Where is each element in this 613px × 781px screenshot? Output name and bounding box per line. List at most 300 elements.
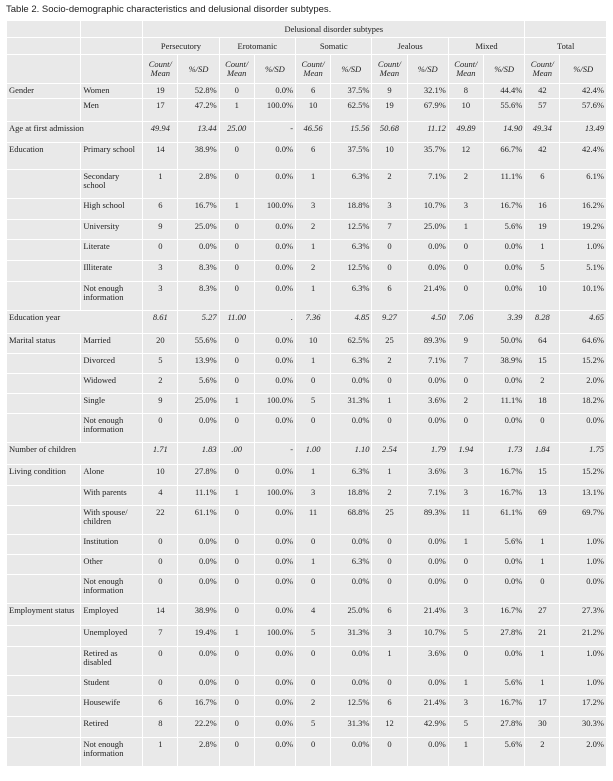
table-row <box>7 555 607 575</box>
percent-cell: 31.3% <box>331 717 372 738</box>
count-cell: 25.00 <box>219 122 254 143</box>
percent-cell: 7.1% <box>407 170 448 199</box>
pct-sd-header: %/SD <box>178 55 219 84</box>
percent-cell: 0.0% <box>254 604 295 626</box>
row-subcategory: Retired as disabled <box>81 647 143 676</box>
row-category <box>7 261 81 282</box>
row-subcategory: Not enough information <box>81 282 143 311</box>
count-cell: 0 <box>372 575 407 604</box>
percent-cell: 0.0% <box>254 84 295 99</box>
row-category <box>7 647 81 676</box>
table-row <box>7 738 607 767</box>
count-cell: 2 <box>296 261 331 282</box>
count-cell: 1 <box>296 465 331 486</box>
count-cell: 9 <box>143 394 178 414</box>
percent-cell: 25.0% <box>178 394 219 414</box>
count-cell: 7.06 <box>448 311 483 334</box>
count-cell: 5 <box>525 261 560 282</box>
percent-cell: 32.1% <box>407 84 448 99</box>
count-cell: 25 <box>372 506 407 535</box>
subtype-header-persecutory: Persecutory <box>143 38 219 55</box>
count-cell: 3 <box>143 261 178 282</box>
percent-cell: 62.5% <box>331 99 372 122</box>
table-row <box>7 647 607 676</box>
table-row <box>7 626 607 647</box>
count-mean-header: Count/ Mean <box>372 55 407 84</box>
percent-cell: 0.0% <box>407 261 448 282</box>
percent-cell: 6.3% <box>331 240 372 261</box>
percent-cell: 27.3% <box>560 604 607 626</box>
row-subcategory: Unemployed <box>81 626 143 647</box>
percent-cell: 0.0% <box>407 535 448 555</box>
percent-cell: 0.0% <box>254 506 295 535</box>
count-cell: 0 <box>219 261 254 282</box>
count-cell: 2 <box>525 738 560 767</box>
header-row-units <box>7 55 607 84</box>
percent-cell: 6.3% <box>331 282 372 311</box>
count-cell: 19 <box>143 84 178 99</box>
pct-sd-header: %/SD <box>407 55 448 84</box>
percent-cell: 66.7% <box>483 143 524 170</box>
table-row <box>7 240 607 261</box>
header-row-subtypes <box>7 38 607 55</box>
pct-sd-header: %/SD <box>254 55 295 84</box>
row-subcategory: With spouse/ children <box>81 506 143 535</box>
percent-cell: 0.0% <box>483 374 524 394</box>
table-row <box>7 99 607 122</box>
percent-cell: 25.0% <box>178 220 219 240</box>
percent-cell: 0.0% <box>178 575 219 604</box>
count-cell: 0 <box>219 374 254 394</box>
count-cell: 10 <box>448 99 483 122</box>
row-category: Number of children <box>7 443 143 465</box>
count-cell: 1 <box>296 170 331 199</box>
count-cell: 0 <box>448 261 483 282</box>
percent-cell: 10.1% <box>560 282 607 311</box>
count-cell: 1 <box>525 647 560 676</box>
table-row <box>7 696 607 717</box>
count-cell: 0 <box>219 84 254 99</box>
row-category <box>7 394 81 414</box>
count-cell: 0 <box>296 738 331 767</box>
percent-cell: 16.7% <box>178 199 219 220</box>
count-cell: 0 <box>219 696 254 717</box>
count-cell: 3 <box>448 696 483 717</box>
percent-cell: 0.0% <box>483 282 524 311</box>
row-category <box>7 506 81 535</box>
row-subcategory: Not enough information <box>81 738 143 767</box>
count-cell: 0 <box>219 555 254 575</box>
percent-cell: 0.0% <box>254 555 295 575</box>
count-cell: 10 <box>296 99 331 122</box>
percent-cell: 16.7% <box>483 486 524 506</box>
count-cell: 0 <box>448 647 483 676</box>
count-cell: 0 <box>525 575 560 604</box>
count-cell: 0 <box>219 465 254 486</box>
percent-cell: 25.0% <box>407 220 448 240</box>
percent-cell: 1.73 <box>483 443 524 465</box>
percent-cell: 15.56 <box>331 122 372 143</box>
count-cell: 5 <box>296 717 331 738</box>
count-cell: 0 <box>219 647 254 676</box>
count-cell: 7.36 <box>296 311 331 334</box>
percent-cell: 0.0% <box>254 240 295 261</box>
table-row <box>7 334 607 354</box>
percent-cell: 50.0% <box>483 334 524 354</box>
count-cell: 1.94 <box>448 443 483 465</box>
count-mean-header: Count/ Mean <box>525 55 560 84</box>
row-category <box>7 696 81 717</box>
count-mean-header: Count/ Mean <box>296 55 331 84</box>
row-subcategory: Not enough information <box>81 414 143 443</box>
count-cell: 0 <box>372 240 407 261</box>
percent-cell: 38.9% <box>483 354 524 374</box>
percent-cell: 0.0% <box>254 696 295 717</box>
count-cell: 0 <box>296 575 331 604</box>
row-subcategory: Institution <box>81 535 143 555</box>
header-row-group <box>7 21 607 38</box>
count-cell: 2 <box>372 354 407 374</box>
percent-cell: 31.3% <box>331 394 372 414</box>
row-subcategory: Other <box>81 555 143 575</box>
percent-cell: 5.1% <box>560 261 607 282</box>
count-cell: 3 <box>296 486 331 506</box>
row-subcategory: Primary school <box>81 143 143 170</box>
row-category: Education year <box>7 311 143 334</box>
count-cell: 0 <box>219 354 254 374</box>
count-cell: 0 <box>143 676 178 696</box>
percent-cell: 3.6% <box>407 465 448 486</box>
count-cell: 0 <box>219 334 254 354</box>
count-cell: 1 <box>296 354 331 374</box>
percent-cell: 3.6% <box>407 394 448 414</box>
count-cell: 11.00 <box>219 311 254 334</box>
count-mean-header: Count/ Mean <box>448 55 483 84</box>
count-cell: 4 <box>143 486 178 506</box>
percent-cell: 1.0% <box>560 555 607 575</box>
count-cell: 15 <box>525 354 560 374</box>
row-subcategory: Illiterate <box>81 261 143 282</box>
percent-cell: 0.0% <box>254 374 295 394</box>
count-cell: 22 <box>143 506 178 535</box>
percent-cell: 4.65 <box>560 311 607 334</box>
count-cell: 64 <box>525 334 560 354</box>
percent-cell: 42.9% <box>407 717 448 738</box>
row-subcategory: With parents <box>81 486 143 506</box>
percent-cell: 0.0% <box>407 555 448 575</box>
count-cell: 1 <box>448 676 483 696</box>
row-category <box>7 374 81 394</box>
table-row <box>7 170 607 199</box>
row-category <box>7 220 81 240</box>
count-cell: 3 <box>372 199 407 220</box>
percent-cell: 0.0% <box>407 414 448 443</box>
count-cell: 1 <box>219 486 254 506</box>
table-caption: Table 2. Socio-demographic characteristics and delusional disorder subtypes. <box>6 4 332 15</box>
row-subcategory: Married <box>81 334 143 354</box>
count-cell: 46.56 <box>296 122 331 143</box>
count-cell: 1 <box>372 465 407 486</box>
count-cell: 2 <box>296 696 331 717</box>
percent-cell: 55.6% <box>178 334 219 354</box>
table-row <box>7 220 607 240</box>
percent-cell: 8.3% <box>178 282 219 311</box>
delusional-disorder-table <box>6 20 607 767</box>
row-category <box>7 717 81 738</box>
row-category: Gender <box>7 84 81 99</box>
percent-cell: 0.0% <box>254 717 295 738</box>
row-category <box>7 575 81 604</box>
percent-cell: 5.6% <box>178 374 219 394</box>
count-cell: 2 <box>372 170 407 199</box>
count-cell: 17 <box>525 696 560 717</box>
percent-cell: 42.4% <box>560 84 607 99</box>
count-cell: 10 <box>525 282 560 311</box>
table-row <box>7 143 607 170</box>
count-cell: 1.71 <box>143 443 178 465</box>
percent-cell: 27.8% <box>178 465 219 486</box>
percent-cell: 12.5% <box>331 261 372 282</box>
percent-cell: 61.1% <box>483 506 524 535</box>
count-cell: 2 <box>372 486 407 506</box>
percent-cell: 3.39 <box>483 311 524 334</box>
percent-cell: 69.7% <box>560 506 607 535</box>
count-cell: 5 <box>448 717 483 738</box>
percent-cell: 100.0% <box>254 486 295 506</box>
percent-cell: 0.0% <box>178 676 219 696</box>
count-cell: .00 <box>219 443 254 465</box>
count-cell: 11 <box>296 506 331 535</box>
row-category <box>7 535 81 555</box>
count-cell: 1 <box>219 99 254 122</box>
table-row <box>7 261 607 282</box>
percent-cell: 7.1% <box>407 486 448 506</box>
percent-cell: 16.2% <box>560 199 607 220</box>
count-cell: 5 <box>296 626 331 647</box>
percent-cell: 2.0% <box>560 374 607 394</box>
table-row <box>7 465 607 486</box>
count-cell: 0 <box>219 240 254 261</box>
count-cell: 0 <box>219 604 254 626</box>
count-cell: 6 <box>372 282 407 311</box>
count-cell: 50.68 <box>372 122 407 143</box>
table-row <box>7 354 607 374</box>
percent-cell: 16.7% <box>483 696 524 717</box>
count-cell: 30 <box>525 717 560 738</box>
row-category <box>7 170 81 199</box>
count-cell: 1 <box>372 647 407 676</box>
percent-cell: 6.3% <box>331 170 372 199</box>
count-cell: 3 <box>372 626 407 647</box>
count-cell: 11 <box>448 506 483 535</box>
percent-cell: 2.0% <box>560 738 607 767</box>
count-cell: 9 <box>372 84 407 99</box>
percent-cell: 0.0% <box>254 575 295 604</box>
percent-cell: 11.1% <box>483 394 524 414</box>
count-cell: 6 <box>525 170 560 199</box>
percent-cell: 18.8% <box>331 199 372 220</box>
percent-cell: 27.8% <box>483 717 524 738</box>
percent-cell: 30.3% <box>560 717 607 738</box>
percent-cell: 0.0% <box>254 334 295 354</box>
percent-cell: 37.5% <box>331 143 372 170</box>
count-cell: 0 <box>525 414 560 443</box>
percent-cell: 13.1% <box>560 486 607 506</box>
count-cell: 8 <box>448 84 483 99</box>
count-cell: 0 <box>296 374 331 394</box>
count-cell: 1 <box>219 199 254 220</box>
table-row <box>7 311 607 334</box>
percent-cell: 100.0% <box>254 394 295 414</box>
percent-cell: 35.7% <box>407 143 448 170</box>
row-category <box>7 240 81 261</box>
count-cell: 0 <box>143 555 178 575</box>
percent-cell: 0.0% <box>407 738 448 767</box>
percent-cell: 0.0% <box>254 220 295 240</box>
count-cell: 10 <box>372 143 407 170</box>
row-subcategory: Literate <box>81 240 143 261</box>
percent-cell: 5.6% <box>483 535 524 555</box>
count-cell: 1 <box>448 535 483 555</box>
percent-cell: - <box>254 443 295 465</box>
percent-cell: 0.0% <box>407 240 448 261</box>
percent-cell: 0.0% <box>483 575 524 604</box>
percent-cell: 11.1% <box>178 486 219 506</box>
percent-cell: 0.0% <box>254 465 295 486</box>
count-cell: 12 <box>372 717 407 738</box>
percent-cell: 0.0% <box>483 647 524 676</box>
count-cell: 0 <box>372 261 407 282</box>
percent-cell: 7.1% <box>407 354 448 374</box>
percent-cell: 1.0% <box>560 240 607 261</box>
table-row <box>7 282 607 311</box>
row-category <box>7 555 81 575</box>
percent-cell: 0.0% <box>178 414 219 443</box>
percent-cell: 62.5% <box>331 334 372 354</box>
percent-cell: 55.6% <box>483 99 524 122</box>
percent-cell: 1.10 <box>331 443 372 465</box>
count-cell: 1 <box>525 676 560 696</box>
count-cell: 5 <box>296 394 331 414</box>
percent-cell: 17.2% <box>560 696 607 717</box>
count-cell: 18 <box>525 394 560 414</box>
count-cell: 3 <box>448 604 483 626</box>
count-cell: 1 <box>525 535 560 555</box>
count-cell: 2 <box>448 170 483 199</box>
percent-cell: 10.7% <box>407 626 448 647</box>
percent-cell: 6.3% <box>331 354 372 374</box>
subtype-header-mixed: Mixed <box>448 38 524 55</box>
table-row <box>7 575 607 604</box>
percent-cell: 44.4% <box>483 84 524 99</box>
percent-cell: 10.7% <box>407 199 448 220</box>
count-cell: 0 <box>448 414 483 443</box>
count-cell: 0 <box>296 676 331 696</box>
percent-cell: 67.9% <box>407 99 448 122</box>
count-cell: 10 <box>143 465 178 486</box>
count-cell: 69 <box>525 506 560 535</box>
percent-cell: 4.85 <box>331 311 372 334</box>
count-cell: 0 <box>448 555 483 575</box>
count-cell: 1 <box>372 394 407 414</box>
count-cell: 16 <box>525 199 560 220</box>
percent-cell: 16.7% <box>483 199 524 220</box>
count-cell: 0 <box>219 282 254 311</box>
count-cell: 6 <box>296 84 331 99</box>
count-cell: 6 <box>296 143 331 170</box>
row-subcategory: Women <box>81 84 143 99</box>
pct-sd-header: %/SD <box>331 55 372 84</box>
row-category <box>7 676 81 696</box>
percent-cell: 100.0% <box>254 199 295 220</box>
percent-cell: 0.0% <box>483 414 524 443</box>
percent-cell: 27.8% <box>483 626 524 647</box>
count-cell: 42 <box>525 143 560 170</box>
count-cell: 12 <box>448 143 483 170</box>
row-subcategory: Employed <box>81 604 143 626</box>
row-subcategory: Alone <box>81 465 143 486</box>
percent-cell: 31.3% <box>331 626 372 647</box>
row-category <box>7 738 81 767</box>
count-cell: 1 <box>525 240 560 261</box>
count-cell: 0 <box>372 555 407 575</box>
percent-cell: - <box>254 122 295 143</box>
count-cell: 1.84 <box>525 443 560 465</box>
table-row <box>7 443 607 465</box>
percent-cell: 0.0% <box>178 647 219 676</box>
percent-cell: 100.0% <box>254 99 295 122</box>
count-mean-header: Count/ Mean <box>219 55 254 84</box>
percent-cell: 6.1% <box>560 170 607 199</box>
count-cell: 3 <box>296 199 331 220</box>
pct-sd-header: %/SD <box>560 55 607 84</box>
percent-cell: 0.0% <box>407 676 448 696</box>
percent-cell: 19.2% <box>560 220 607 240</box>
row-subcategory: Student <box>81 676 143 696</box>
count-cell: 5 <box>448 626 483 647</box>
count-cell: 1 <box>525 555 560 575</box>
count-cell: 0 <box>219 535 254 555</box>
table-row <box>7 676 607 696</box>
row-subcategory: Secondary school <box>81 170 143 199</box>
count-cell: 14 <box>143 143 178 170</box>
count-cell: 8.28 <box>525 311 560 334</box>
count-cell: 0 <box>219 738 254 767</box>
row-category <box>7 414 81 443</box>
row-category: Marital status <box>7 334 81 354</box>
percent-cell: 1.79 <box>407 443 448 465</box>
percent-cell: 0.0% <box>178 535 219 555</box>
percent-cell: 0.0% <box>254 647 295 676</box>
percent-cell: 57.6% <box>560 99 607 122</box>
count-cell: 5 <box>143 354 178 374</box>
count-cell: 9 <box>143 220 178 240</box>
count-cell: 42 <box>525 84 560 99</box>
count-cell: 0 <box>372 676 407 696</box>
percent-cell: 2.8% <box>178 170 219 199</box>
count-cell: 9.27 <box>372 311 407 334</box>
percent-cell: 0.0% <box>254 738 295 767</box>
percent-cell: 0.0% <box>560 414 607 443</box>
row-category <box>7 99 81 122</box>
table-row <box>7 486 607 506</box>
count-cell: 0 <box>448 282 483 311</box>
percent-cell: 12.5% <box>331 696 372 717</box>
count-cell: 2 <box>296 220 331 240</box>
count-cell: 0 <box>143 240 178 261</box>
count-cell: 49.94 <box>143 122 178 143</box>
percent-cell: 6.3% <box>331 465 372 486</box>
